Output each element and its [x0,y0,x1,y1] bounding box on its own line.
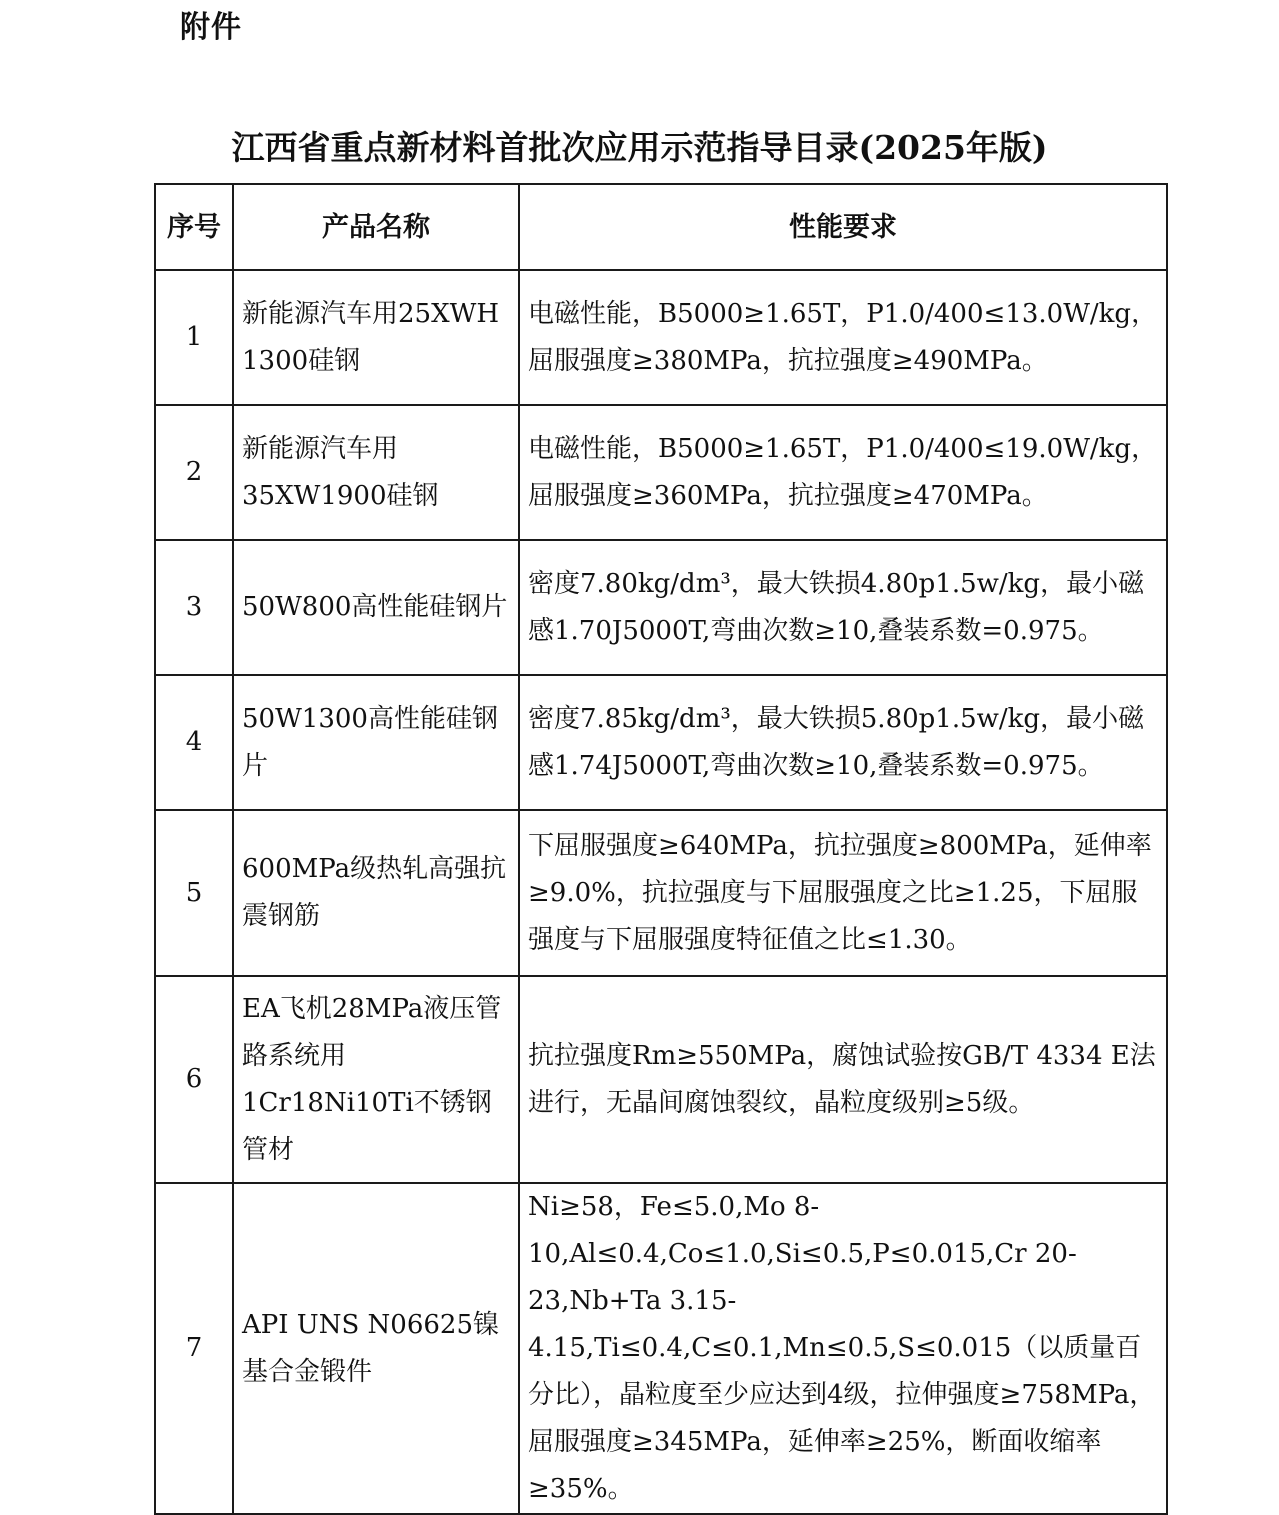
table-row [155,405,1167,540]
row-product-name: EA飞机28MPa液压管路系统用1Cr18Ni10Ti不锈钢管材 [233,976,519,1183]
row-product-name: API UNS N06625镍基合金锻件 [233,1183,519,1514]
row-performance-requirements: 下屈服强度≥640MPa，抗拉强度≥800MPa，延伸率≥9.0%，抗拉强度与下屈服强度之比≥1.25，下屈服强度与下屈服强度特征值之比≤1.30。 [519,810,1167,976]
table-row [155,270,1167,405]
table-row [155,1183,1167,1514]
row-serial-number: 7 [155,1183,233,1514]
table-row [155,976,1167,1183]
table-row [155,675,1167,810]
header-product-name: 产品名称 [233,184,519,270]
row-serial-number: 3 [155,540,233,675]
row-performance-requirements: 密度7.80kg/dm³，最大铁损4.80p1.5w/kg，最小磁感1.70J5000T,弯曲次数≥10,叠装系数=0.975。 [519,540,1167,675]
table-row [155,810,1167,976]
row-serial-number: 5 [155,810,233,976]
attachment-label: 附件 [180,10,242,45]
row-serial-number: 4 [155,675,233,810]
row-product-name: 50W800高性能硅钢片 [233,540,519,675]
row-serial-number: 2 [155,405,233,540]
material-catalog-table [154,183,1168,1515]
row-product-name: 50W1300高性能硅钢片 [233,675,519,810]
table-header-row [155,184,1167,270]
table-row [155,540,1167,675]
row-serial-number: 1 [155,270,233,405]
row-performance-requirements: 抗拉强度Rm≥550MPa，腐蚀试验按GB/T 4334 E法进行，无晶间腐蚀裂纹，晶粒度级别≥5级。 [519,976,1167,1183]
row-performance-requirements: 密度7.85kg/dm³，最大铁损5.80p1.5w/kg，最小磁感1.74J5000T,弯曲次数≥10,叠装系数=0.975。 [519,675,1167,810]
row-serial-number: 6 [155,976,233,1183]
row-performance-requirements: 电磁性能，B5000≥1.65T，P1.0/400≤13.0W/kg，屈服强度≥380MPa，抗拉强度≥490MPa。 [519,270,1167,405]
row-performance-requirements: Ni≥58，Fe≤5.0,Mo 8-10,Al≤0.4,Co≤1.0,Si≤0.5,P≤0.015,Cr 20-23,Nb+Ta 3.15-4.15,Ti≤0.4,C≤0.1,Mn≤0.5,S≤0.015（以质量百分比），晶粒度至少应达到4级，拉伸强度≥758MPa，屈服强度≥345MPa，延伸率≥25%，断面收缩率≥35%。 [519,1183,1167,1514]
header-serial-number: 序号 [155,184,233,270]
header-performance-requirements: 性能要求 [519,184,1167,270]
row-product-name: 600MPa级热轧高强抗震钢筋 [233,810,519,976]
row-product-name: 新能源汽车用25XWH 1300硅钢 [233,270,519,405]
row-product-name: 新能源汽车用35XW1900硅钢 [233,405,519,540]
row-performance-requirements: 电磁性能，B5000≥1.65T，P1.0/400≤19.0W/kg，屈服强度≥360MPa，抗拉强度≥470MPa。 [519,405,1167,540]
document-title: 江西省重点新材料首批次应用示范指导目录(2025年版) [231,128,1048,167]
